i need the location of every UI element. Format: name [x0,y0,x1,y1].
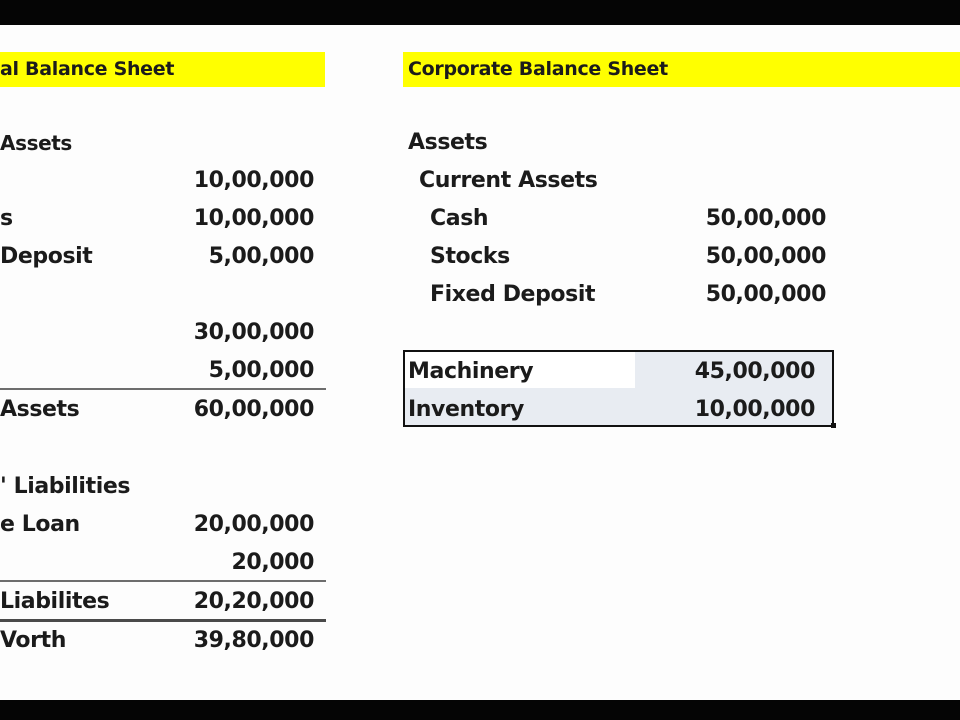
current-assets-heading: Current Assets [419,168,598,193]
row-value: 20,20,000 [193,589,314,614]
row-label: Machinery [408,359,534,384]
sheet-row[interactable] [0,124,330,162]
row-value: 60,00,000 [193,397,314,422]
video-bottom-bar [0,700,960,720]
row-label: Inventory [408,397,524,422]
sheet-row-total-assets[interactable] [0,391,330,429]
row-value: 10,00,000 [193,206,314,231]
row-label: ' Liabilities [0,474,131,499]
sheet-row[interactable] [0,200,330,238]
sheet-row-net-worth[interactable] [0,622,330,660]
row-value: 50,00,000 [705,282,826,307]
row-label: s [0,206,13,231]
sheet-row[interactable] [0,352,330,390]
row-value: 45,00,000 [694,359,815,384]
row-label: Assets [0,397,80,422]
sheet-row-total-liabilities[interactable] [0,583,330,621]
row-value: 39,80,000 [193,628,314,653]
row-value: 30,00,000 [193,320,314,345]
row-value: 10,00,000 [694,397,815,422]
row-label: e Loan [0,512,80,537]
right-sheet-title: Corporate Balance Sheet [403,52,960,87]
row-label: Stocks [430,244,510,269]
row-label: Assets [0,131,72,155]
left-sheet-title: al Balance Sheet [0,52,325,87]
sheet-row-fixed-deposit[interactable] [403,276,843,314]
row-label: Deposit [0,244,93,269]
sheet-row-stocks[interactable] [403,238,843,276]
sheet-row-cash[interactable] [403,200,843,238]
sheet-row[interactable] [0,468,330,506]
subtotal-divider [0,580,326,582]
assets-heading: Assets [408,130,488,155]
sheet-row[interactable] [0,544,330,582]
row-label: Cash [430,206,489,231]
sheet-row-machinery[interactable] [403,353,843,391]
sheet-row[interactable] [0,314,330,352]
assets-heading-row[interactable] [403,124,843,162]
sheet-row[interactable] [0,506,330,544]
row-value: 20,00,000 [193,512,314,537]
row-value: 10,00,000 [193,168,314,193]
row-label: Vorth [0,628,66,653]
row-value: 50,00,000 [705,244,826,269]
row-value: 5,00,000 [208,358,314,383]
row-label: Liabilites [0,589,110,614]
sheet-row-inventory[interactable] [403,391,843,429]
row-value: 5,00,000 [208,244,314,269]
row-value: 20,000 [231,550,314,575]
current-assets-heading-row[interactable] [403,162,843,200]
corporate-balance-sheet [403,0,960,700]
personal-balance-sheet [0,0,340,700]
row-label: Fixed Deposit [430,282,596,307]
row-value: 50,00,000 [705,206,826,231]
sheet-row[interactable] [0,238,330,276]
subtotal-divider [0,388,326,390]
sheet-row[interactable] [0,162,330,200]
